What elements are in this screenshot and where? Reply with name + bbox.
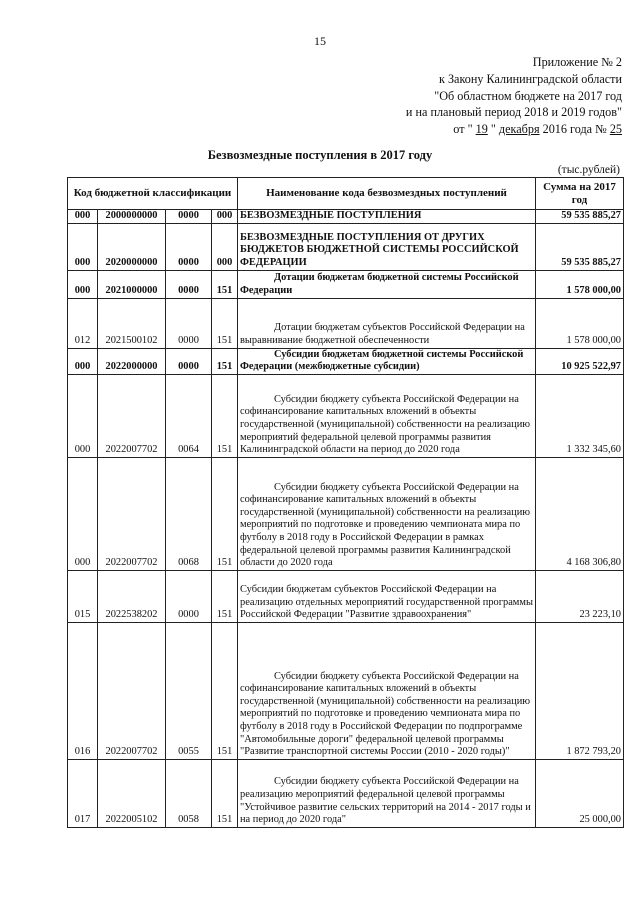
type-code-text: 2022538202 bbox=[105, 609, 158, 621]
revenue-name-text: Субсидии бюджетам субъектов Российской Федерации на реализацию отдельных мероприятий государственной программы Российской Федерации "Развитие здравоохранения" bbox=[240, 584, 533, 621]
program-code-cell bbox=[166, 210, 212, 224]
admin-code-cell bbox=[68, 570, 98, 622]
revenue-name-cell bbox=[238, 622, 536, 759]
header-sum: Сумма на 2017 год bbox=[536, 178, 624, 210]
amount-text: 25 000,00 bbox=[579, 814, 621, 826]
table-row bbox=[68, 622, 624, 759]
type-code-cell bbox=[98, 457, 166, 570]
program-code-cell bbox=[166, 270, 212, 298]
table-row bbox=[68, 223, 624, 270]
table-row bbox=[68, 457, 624, 570]
table-row bbox=[68, 570, 624, 622]
type-code-cell bbox=[98, 759, 166, 827]
economic-code-cell bbox=[212, 210, 238, 224]
program-code-cell bbox=[166, 223, 212, 270]
admin-code-text: 000 bbox=[74, 557, 91, 569]
revenue-name-cell bbox=[238, 348, 536, 374]
admin-code-cell bbox=[68, 298, 98, 348]
revenue-name-text: Субсидии бюджету субъекта Российской Федерации на софинансирование капитальных вложений в объекты государственной (муниципальной) собственности на реализацию мероприятий по подготовке и проведению чемпионата мира по футболу в 2018 году в Российской Федерации по подпрограмме "Автомобильные дороги" федеральной целевой программы "Развитие транспортной системы России (2010 - 2020 годы)" bbox=[240, 670, 531, 758]
revenue-name-cell bbox=[238, 759, 536, 827]
revenue-name-cell bbox=[238, 223, 536, 270]
economic-code-text: 000 bbox=[216, 210, 233, 221]
type-code-text: 2022000000 bbox=[105, 361, 158, 373]
revenue-name-text: Субсидии бюджету субъекта Российской Федерации на софинансирование капитальных вложений в объекты государственной (муниципальной) собственности на реализацию мероприятий по подготовке и проведению чемпионата мира по футболу в 2018 году в Российской Федерации в рамках федеральной целевой программы развития Калининградской области до 2020 года bbox=[240, 481, 531, 569]
economic-code-cell bbox=[212, 622, 238, 759]
table-row bbox=[68, 759, 624, 827]
admin-code-text: 015 bbox=[74, 609, 91, 621]
program-code-text: 0000 bbox=[178, 609, 199, 621]
admin-code-text: 000 bbox=[74, 444, 91, 456]
revenue-name-cell bbox=[238, 457, 536, 570]
table-row bbox=[68, 348, 624, 374]
type-code-text: 2022007702 bbox=[105, 444, 158, 456]
admin-code-cell bbox=[68, 622, 98, 759]
date-prefix: от " bbox=[453, 122, 473, 137]
date-mid: " bbox=[490, 122, 496, 137]
economic-code-text: 151 bbox=[216, 335, 233, 346]
program-code-cell bbox=[166, 622, 212, 759]
type-code-cell bbox=[98, 374, 166, 457]
revenue-name-cell bbox=[238, 210, 536, 224]
admin-code-text: 016 bbox=[74, 746, 91, 758]
program-code-text: 0064 bbox=[178, 444, 199, 456]
amount-text: 1 578 000,00 bbox=[566, 285, 621, 296]
amount-text: 4 168 306,80 bbox=[566, 557, 621, 569]
economic-code-cell bbox=[212, 374, 238, 457]
budget-table bbox=[67, 177, 624, 828]
admin-code-cell bbox=[68, 374, 98, 457]
revenue-name-cell bbox=[238, 298, 536, 348]
program-code-text: 0000 bbox=[178, 285, 199, 296]
document-title: Безвозмездные поступления в 2017 году bbox=[207, 148, 433, 162]
economic-code-cell bbox=[212, 298, 238, 348]
economic-code-text: 151 bbox=[216, 444, 233, 456]
admin-code-text: 000 bbox=[74, 285, 91, 296]
economic-code-cell bbox=[212, 223, 238, 270]
amount-cell bbox=[536, 223, 624, 270]
admin-code-text: 017 bbox=[74, 814, 91, 826]
revenue-name-text: Субсидии бюджетам бюджетной системы Российской Федерации (межбюджетные субсидии) bbox=[240, 348, 524, 373]
economic-code-text: 151 bbox=[216, 285, 233, 296]
admin-code-cell bbox=[68, 270, 98, 298]
program-code-text: 0000 bbox=[178, 361, 199, 373]
amount-cell bbox=[536, 622, 624, 759]
amount-cell bbox=[536, 348, 624, 374]
revenue-name-text: БЕЗВОЗМЕЗДНЫЕ ПОСТУПЛЕНИЯ ОТ ДРУГИХ БЮДЖЕТОВ БЮДЖЕТНОЙ СИСТЕМЫ РОССИЙСКОЙ ФЕДЕРАЦИИ bbox=[240, 231, 519, 268]
program-code-text: 0058 bbox=[178, 814, 199, 826]
type-code-text: 2021500102 bbox=[105, 335, 158, 346]
economic-code-cell bbox=[212, 570, 238, 622]
table-row bbox=[68, 374, 624, 457]
date-year: 2016 года № bbox=[542, 122, 607, 137]
amount-text: 23 223,10 bbox=[579, 609, 621, 621]
date-month: декабря bbox=[498, 122, 540, 137]
revenue-name-cell bbox=[238, 570, 536, 622]
type-code-cell bbox=[98, 348, 166, 374]
admin-code-text: 012 bbox=[74, 335, 91, 346]
type-code-cell bbox=[98, 223, 166, 270]
program-code-cell bbox=[166, 570, 212, 622]
type-code-text: 2020000000 bbox=[105, 257, 158, 268]
type-code-cell bbox=[98, 298, 166, 348]
type-code-text: 2022007702 bbox=[105, 557, 158, 569]
type-code-cell bbox=[98, 270, 166, 298]
economic-code-cell bbox=[212, 348, 238, 374]
date-number: 25 bbox=[609, 122, 622, 137]
economic-code-text: 151 bbox=[216, 746, 233, 758]
admin-code-cell bbox=[68, 348, 98, 374]
program-code-text: 0055 bbox=[178, 746, 199, 758]
annex-date-line bbox=[262, 121, 622, 138]
economic-code-text: 151 bbox=[216, 361, 233, 373]
type-code-text: 2021000000 bbox=[105, 285, 158, 296]
amount-text: 1 332 345,60 bbox=[566, 444, 621, 456]
date-day: 19 bbox=[475, 122, 488, 137]
economic-code-text: 000 bbox=[216, 257, 233, 268]
annex-line-1: Приложение № 2 bbox=[532, 55, 622, 69]
program-code-text: 0000 bbox=[178, 335, 199, 346]
admin-code-text: 000 bbox=[74, 210, 91, 221]
revenue-name-text: Субсидии бюджету субъекта Российской Федерации на реализацию мероприятий федеральной целевой программы "Устойчивое развитие сельских территорий на 2014 - 2017 годы и на период до 2020 года" bbox=[240, 776, 531, 826]
economic-code-cell bbox=[212, 457, 238, 570]
type-code-text: 2022005102 bbox=[105, 814, 158, 826]
amount-cell bbox=[536, 457, 624, 570]
admin-code-text: 000 bbox=[74, 361, 91, 373]
annex-header bbox=[262, 54, 622, 138]
annex-line-2: к Закону Калининградской области bbox=[438, 71, 622, 86]
revenue-name-text: Дотации бюджетам субъектов Российской Федерации на выравнивание бюджетной обеспеченности bbox=[240, 322, 525, 346]
units-label: (тыс.рублей) bbox=[557, 164, 620, 176]
program-code-cell bbox=[166, 348, 212, 374]
admin-code-cell bbox=[68, 457, 98, 570]
amount-cell bbox=[536, 298, 624, 348]
revenue-name-text: Дотации бюджетам бюджетной системы Российской Федерации bbox=[240, 272, 519, 296]
table-row bbox=[68, 270, 624, 298]
program-code-text: 0000 bbox=[178, 210, 199, 221]
program-code-text: 0000 bbox=[178, 257, 199, 268]
program-code-cell bbox=[166, 759, 212, 827]
type-code-cell bbox=[98, 622, 166, 759]
annex-line-3: "Об областном бюджете на 2017 год bbox=[434, 88, 622, 103]
type-code-cell bbox=[98, 210, 166, 224]
type-code-text: 2000000000 bbox=[105, 210, 158, 221]
amount-cell bbox=[536, 759, 624, 827]
revenue-name-text: БЕЗВОЗМЕЗДНЫЕ ПОСТУПЛЕНИЯ bbox=[240, 210, 422, 221]
annex-line-4: и на плановый период 2018 и 2019 годов" bbox=[405, 105, 622, 120]
program-code-text: 0068 bbox=[178, 557, 199, 569]
admin-code-cell bbox=[68, 223, 98, 270]
amount-text: 59 535 885,27 bbox=[561, 210, 621, 221]
revenue-name-cell bbox=[238, 374, 536, 457]
revenue-name-cell bbox=[238, 270, 536, 298]
amount-text: 10 925 522,97 bbox=[561, 361, 621, 373]
header-code: Код бюджетной классификации bbox=[68, 178, 238, 210]
program-code-cell bbox=[166, 298, 212, 348]
type-code-text: 2022007702 bbox=[105, 746, 158, 758]
amount-cell bbox=[536, 374, 624, 457]
program-code-cell bbox=[166, 457, 212, 570]
amount-cell bbox=[536, 210, 624, 224]
amount-text: 59 535 885,27 bbox=[561, 257, 621, 268]
table-row bbox=[68, 298, 624, 348]
type-code-cell bbox=[98, 570, 166, 622]
revenue-name-text: Субсидии бюджету субъекта Российской Федерации на софинансирование капитальных вложений в объекты государственной (муниципальной) собственности на реализацию мероприятий федеральной целевой программы развития Калининградской области на период до 2020 года bbox=[240, 393, 531, 456]
table-row bbox=[68, 210, 624, 224]
admin-code-cell bbox=[68, 210, 98, 224]
header-name: Наименование кода безвозмездных поступлений bbox=[238, 178, 536, 210]
economic-code-text: 151 bbox=[216, 814, 233, 826]
program-code-cell bbox=[166, 374, 212, 457]
economic-code-text: 151 bbox=[216, 557, 233, 569]
economic-code-cell bbox=[212, 270, 238, 298]
economic-code-cell bbox=[212, 759, 238, 827]
admin-code-text: 000 bbox=[74, 257, 91, 268]
admin-code-cell bbox=[68, 759, 98, 827]
page-number: 15 bbox=[314, 34, 326, 48]
amount-text: 1 872 793,20 bbox=[566, 746, 621, 758]
economic-code-text: 151 bbox=[216, 609, 233, 621]
amount-cell bbox=[536, 570, 624, 622]
amount-cell bbox=[536, 270, 624, 298]
amount-text: 1 578 000,00 bbox=[566, 335, 621, 346]
